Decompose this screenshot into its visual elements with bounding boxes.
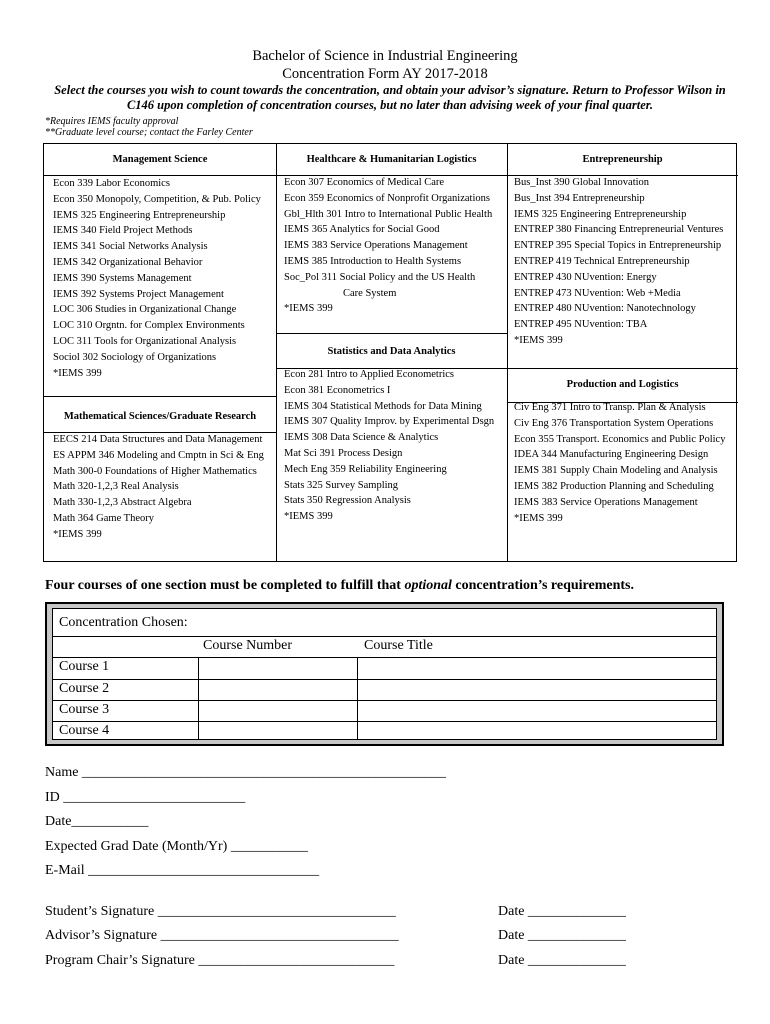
row-divider (53, 721, 716, 722)
course-item: Soc_Pol 311 Social Policy and the US Health (284, 271, 476, 283)
course-title-header: Course Title (364, 638, 433, 653)
course-item: ENTREP 380 Financing Entrepreneurial Ventures (514, 224, 724, 236)
course-item: Math 300-0 Foundations of Higher Mathematics (53, 465, 257, 477)
production-course-list (514, 400, 725, 526)
course-item: ENTREP 473 NUvention: Web +Media (514, 287, 681, 299)
id-field[interactable]: ID __________________________ (45, 790, 246, 805)
course-item: *IEMS 399 (53, 367, 102, 379)
course-item: ENTREP 395 Special Topics in Entrepreneurship (514, 240, 722, 252)
note-graduate-course: **Graduate level course; contact the Farley Center (45, 127, 253, 138)
student-signature-field[interactable]: Student’s Signature __________________________________ (45, 904, 396, 919)
requirement-statement (45, 578, 634, 594)
stats-course-list (284, 367, 494, 525)
course-item: Civ Eng 371 Intro to Transp. Plan & Analysis (514, 402, 706, 413)
course-item: *IEMS 399 (53, 528, 102, 540)
form-subtitle: Concentration Form AY 2017-2018 (282, 66, 488, 82)
course-item: *IEMS 399 (284, 303, 333, 315)
column-divider (507, 144, 508, 561)
course-item: LOC 311 Tools for Organizational Analysis (53, 335, 237, 347)
instructions-line-1: Select the courses you wish to count towards the concentration, and obtain your advisor’s signature. Return to Professor Wilson in (54, 83, 726, 97)
course-item: IEMS 341 Social Networks Analysis (53, 241, 208, 253)
course-item: Mech Eng 359 Reliability Engineering (284, 463, 447, 475)
course-item: IEMS 385 Introduction to Health Systems (284, 255, 462, 267)
section-title-entrepreneurship: Entrepreneurship (582, 154, 663, 165)
section-title-math: Mathematical Sciences/Graduate Research (63, 411, 257, 422)
course-item: Math 330-1,2,3 Abstract Algebra (53, 497, 192, 509)
course-item: IEMS 392 Systems Project Management (53, 288, 224, 300)
expected-grad-date-field[interactable]: Expected Grad Date (Month/Yr) ___________ (45, 839, 308, 854)
course-item: IEMS 308 Data Science & Analytics (284, 432, 439, 444)
section-title-healthcare: Healthcare & Humanitarian Logistics (306, 154, 477, 165)
row-divider (53, 657, 716, 658)
course-item: IDEA 344 Manufacturing Engineering Design (514, 449, 709, 461)
course-item: IEMS 342 Organizational Behavior (53, 256, 203, 268)
section-title-management: Management Science (112, 154, 208, 165)
course-item: *IEMS 399 (514, 512, 563, 524)
column-divider (357, 657, 358, 739)
course-row-label: Course 4 (59, 723, 110, 738)
course-row-label: Course 1 (59, 659, 110, 674)
row-divider (44, 396, 276, 397)
row-divider (53, 700, 716, 701)
row-divider (53, 636, 716, 637)
course-item: Math 364 Game Theory (53, 512, 154, 524)
instructions-line-2: C146 upon completion of concentration courses, but no later than advising week of your final quarter. (126, 98, 654, 112)
course-item: Stats 325 Survey Sampling (284, 479, 399, 491)
course-item: IEMS 325 Engineering Entrepreneurship (53, 209, 226, 221)
course-item: IEMS 383 Service Operations Management (284, 240, 468, 252)
course-row-label: Course 3 (59, 702, 110, 717)
course-item: Econ 355 Transport. Economics and Public Policy (514, 433, 726, 445)
concentration-form-table (52, 608, 717, 740)
math-course-list (53, 432, 264, 543)
course-item: IEMS 365 Analytics for Social Good (284, 224, 440, 236)
course-item: ENTREP 495 NUvention: TBA (514, 319, 648, 331)
entrepreneurship-course-list (514, 175, 723, 349)
course-item: Gbl_Hlth 301 Intro to International Public Health (284, 208, 493, 220)
course-item: Sociol 302 Sociology of Organizations (53, 351, 217, 363)
course-item: Econ 307 Economics of Medical Care (284, 177, 445, 188)
course-item: IEMS 340 Field Project Methods (53, 225, 193, 237)
course-item: IEMS 383 Service Operations Management (514, 496, 698, 508)
section-title-stats: Statistics and Data Analytics (327, 346, 456, 357)
requirement-text-end: concentration’s requirements. (451, 578, 635, 593)
name-field[interactable]: Name ____________________________________________________ (45, 765, 446, 780)
email-field[interactable]: E-Mail _________________________________ (45, 863, 320, 878)
concentration-chosen-label: Concentration Chosen: (59, 615, 188, 630)
course-item: Mat Sci 391 Process Design (284, 447, 403, 459)
section-title-production: Production and Logistics (566, 379, 679, 390)
course-item: *IEMS 399 (514, 334, 563, 346)
course-item: Econ 339 Labor Economics (53, 178, 170, 189)
course-item: ENTREP 419 Technical Entrepreneurship (514, 255, 690, 267)
concentration-form-frame (45, 602, 724, 746)
course-item: IEMS 304 Statistical Methods for Data Mining (284, 400, 482, 412)
course-item: Care System (343, 287, 397, 299)
course-row-label: Course 2 (59, 681, 110, 696)
program-chair-signature-field[interactable]: Program Chair’s Signature ____________________________ (45, 953, 395, 968)
row-divider (276, 333, 507, 334)
course-item: IEMS 307 Quality Improv. by Experimental Dsgn (284, 416, 495, 428)
course-item: Econ 359 Economics of Nonprofit Organizations (284, 192, 490, 204)
course-item: LOC 310 Orgntn. for Complex Environments (53, 320, 245, 332)
date-field[interactable]: Date___________ (45, 814, 149, 829)
course-item: IEMS 390 Systems Management (53, 272, 192, 284)
course-item: Stats 350 Regression Analysis (284, 495, 411, 507)
course-item: IEMS 325 Engineering Entrepreneurship (514, 208, 687, 220)
form-title: Bachelor of Science in Industrial Engineering (252, 48, 518, 64)
column-divider (198, 657, 199, 739)
advisor-signature-field[interactable]: Advisor’s Signature __________________________________ (45, 928, 399, 943)
row-divider (507, 368, 738, 369)
note-faculty-approval: *Requires IEMS faculty approval (45, 116, 179, 127)
course-number-header: Course Number (203, 638, 293, 653)
row-divider (53, 679, 716, 680)
course-item: LOC 306 Studies in Organizational Change (53, 304, 237, 316)
course-item: Econ 281 Intro to Applied Econometrics (284, 369, 455, 380)
course-item: Math 320-1,2,3 Real Analysis (53, 481, 179, 493)
concentrations-table (43, 143, 737, 562)
program-chair-signature-date-field[interactable]: Date ______________ (498, 953, 626, 968)
course-item: Bus_Inst 394 Entrepreneurship (514, 192, 645, 204)
advisor-signature-date-field[interactable]: Date ______________ (498, 928, 626, 943)
course-item: ENTREP 430 NUvention: Energy (514, 271, 657, 283)
student-signature-date-field[interactable]: Date ______________ (498, 904, 626, 919)
course-item: ENTREP 480 NUvention: Nanotechnology (514, 303, 696, 315)
management-course-list (53, 176, 261, 381)
course-item: IEMS 382 Production Planning and Scheduling (514, 480, 714, 492)
requirement-emphasis: optional (404, 578, 452, 593)
course-item: EECS 214 Data Structures and Data Management (53, 434, 263, 445)
course-item: Bus_Inst 390 Global Innovation (514, 177, 650, 188)
healthcare-course-list (284, 175, 492, 317)
course-item: *IEMS 399 (284, 511, 333, 523)
requirement-text: Four courses of one section must be completed to fulfill that (45, 578, 405, 593)
course-item: Civ Eng 376 Transportation System Operations (514, 417, 714, 429)
course-item: Econ 381 Econometrics I (284, 384, 391, 396)
course-item: ES APPM 346 Modeling and Cmptn in Sci & Eng (53, 449, 264, 461)
course-item: Econ 350 Monopoly, Competition, & Pub. Policy (53, 193, 261, 205)
course-item: IEMS 381 Supply Chain Modeling and Analysis (514, 465, 718, 477)
